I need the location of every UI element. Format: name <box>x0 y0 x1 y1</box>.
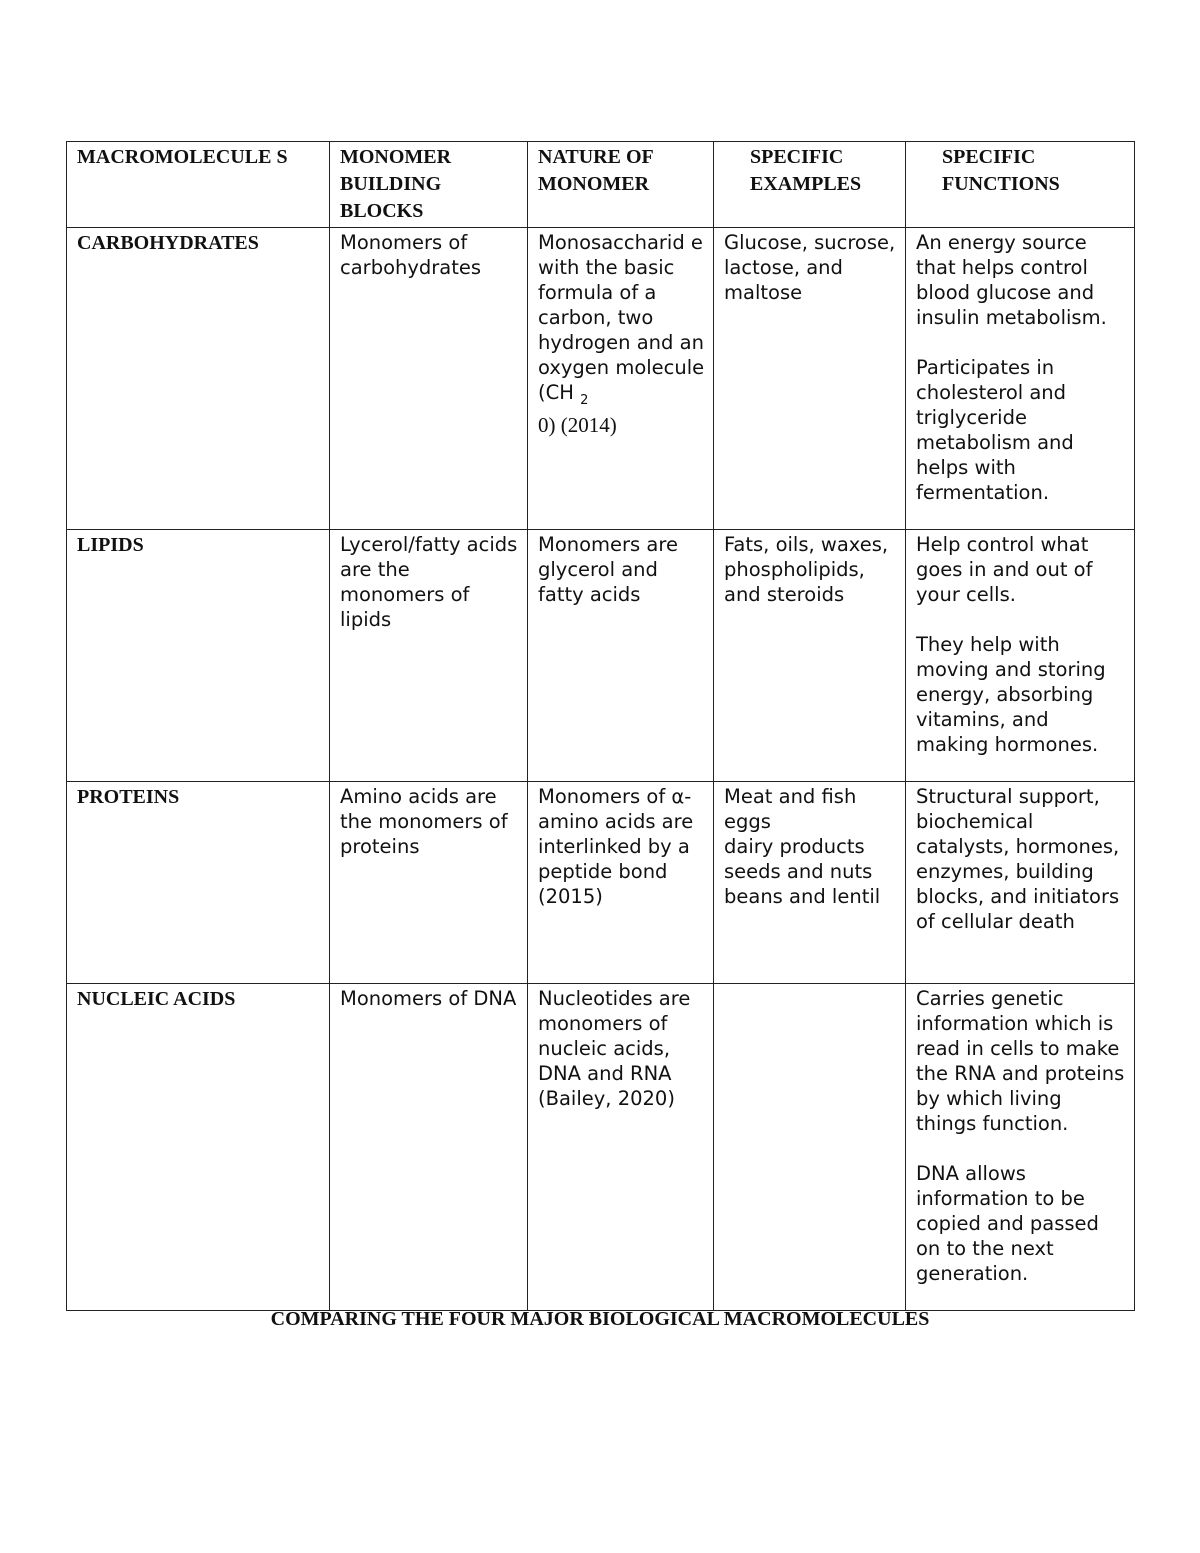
cell-functions: Structural support, biochemical catalysts, hormones, enzymes, building blocks, and initiators of cellular death <box>906 782 1135 984</box>
header-nature-of-monomer: NATURE OF MONOMER <box>528 142 714 228</box>
table-row <box>67 530 1135 782</box>
row-name: LIPIDS <box>67 530 330 782</box>
cell-functions: Carries genetic information which is read in cells to make the RNA and proteins by which living things function. DNA allows information to be copied and passed on to the next generation. <box>906 984 1135 1311</box>
cell-examples: Fats, oils, waxes, phospholipids, and steroids <box>714 530 906 782</box>
cell-nature: Monomers of α-amino acids are interlinked by a peptide bond (2015) <box>528 782 714 984</box>
cell-monomer: Amino acids are the monomers of proteins <box>330 782 528 984</box>
table-row <box>67 228 1135 530</box>
macromolecules-table <box>66 141 1135 1311</box>
table-row <box>67 782 1135 984</box>
table-row <box>67 984 1135 1311</box>
cell-nature: Nucleotides are monomers of nucleic acids, DNA and RNA (Bailey, 2020) <box>528 984 714 1311</box>
cell-nature: Monomers are glycerol and fatty acids <box>528 530 714 782</box>
header-macromolecules: MACROMOLECULE S <box>67 142 330 228</box>
cell-functions: Help control what goes in and out of your cells. They help with moving and storing energy, absorbing vitamins, and making hormones. <box>906 530 1135 782</box>
cell-monomer: Monomers of DNA <box>330 984 528 1311</box>
cell-monomer: Monomers of carbohydrates <box>330 228 528 530</box>
header-monomer-building-blocks: MONOMER BUILDING BLOCKS <box>330 142 528 228</box>
row-name: NUCLEIC ACIDS <box>67 984 330 1311</box>
row-name: CARBOHYDRATES <box>67 228 330 530</box>
header-specific-examples: SPECIFIC EXAMPLES <box>714 142 906 228</box>
cell-monomer: Lycerol/fatty acids are the monomers of lipids <box>330 530 528 782</box>
cell-examples: Meat and fish eggs dairy products seeds and nuts beans and lentil <box>714 782 906 984</box>
cell-examples <box>714 984 906 1311</box>
table-caption: COMPARING THE FOUR MAJOR BIOLOGICAL MACROMOLECULES <box>270 1308 930 1330</box>
table-header-row <box>67 142 1135 228</box>
cell-nature: Monosaccharid e with the basic formula of a carbon, two hydrogen and an oxygen molecule (CH $_2$ 0) (2014) <box>528 228 714 530</box>
header-specific-functions: SPECIFIC FUNCTIONS <box>906 142 1135 228</box>
cell-examples: Glucose, sucrose, lactose, and maltose <box>714 228 906 530</box>
cell-functions: An energy source that helps control blood glucose and insulin metabolism. Participates in cholesterol and triglyceride metabolism and helps with fermentation. <box>906 228 1135 530</box>
row-name: PROTEINS <box>67 782 330 984</box>
